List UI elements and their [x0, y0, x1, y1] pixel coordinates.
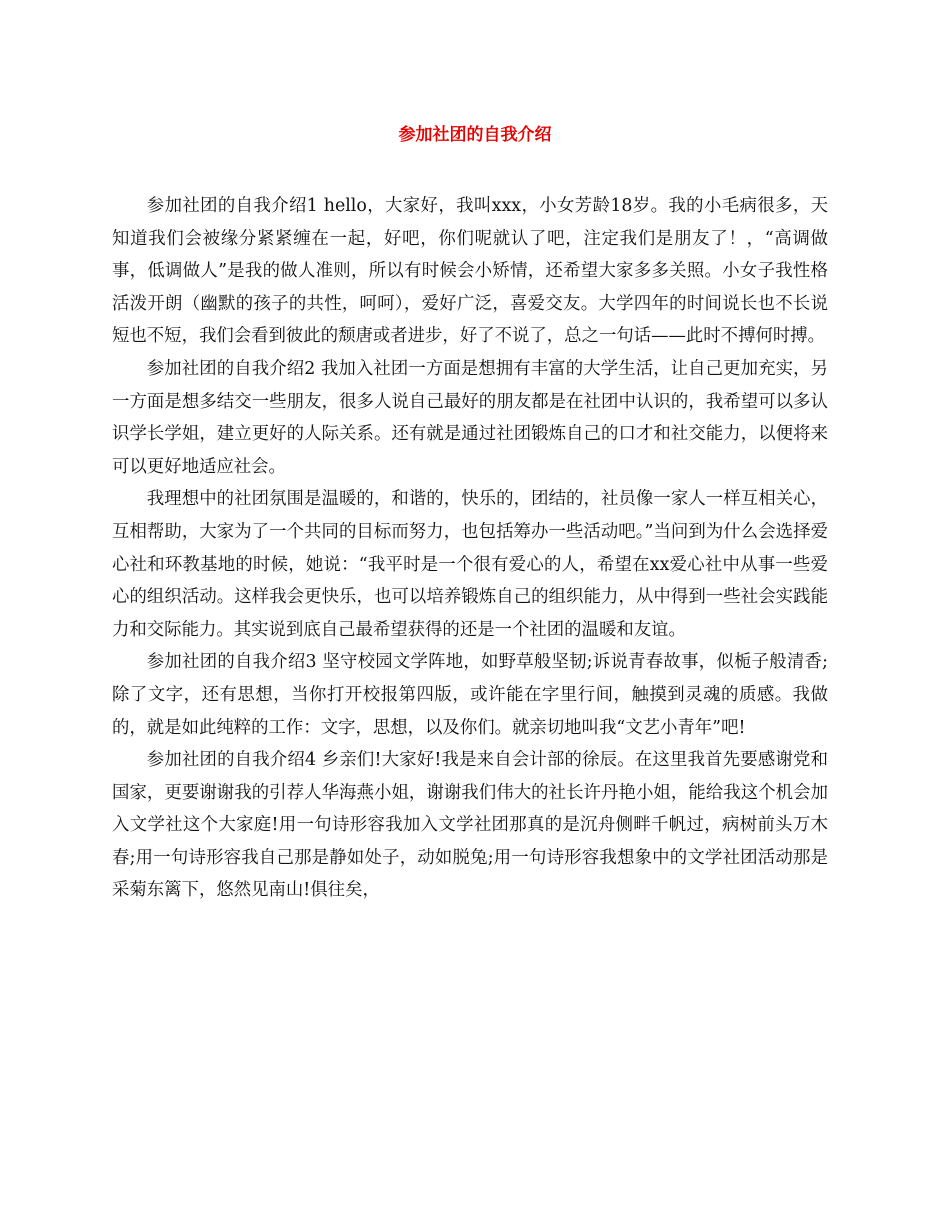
paragraph-2: 参加社团的自我介绍2 我加入社团一方面是想拥有丰富的大学生活，让自己更加充实，另一方面是想多结交一些朋友，很多人说自己最好的朋友都是在社团中认识的，我希望可以多认识学长学姐，建立更好的人际关系。还有就是通过社团锻炼自己的口才和社交能力，以便将来可以更好地适应社会。 [112, 358, 828, 477]
document-title: 参加社团的自我介绍 [398, 125, 552, 145]
paragraph-1: 参加社团的自我介绍1 hello，大家好，我叫xxx，小女芳龄18岁。我的小毛病很多，天知道我们会被缘分紧紧缠在一起，好吧，你们呢就认了吧，注定我们是朋友了！，“高调做事，低调做人”是我的做人准则，所以有时候会小矫情，还希望大家多多关照。小女子我性格活泼开朗（幽默的孩子的共性，呵呵），爱好广泛，喜爱交友。大学四年的时间说长也不长说短也不短，我们会看到彼此的颓唐或者进步，好了不说了，总之一句话——此时不搏何时搏。 [112, 196, 828, 347]
paragraph-3: 我理想中的社团氛围是温暖的，和谐的，快乐的，团结的，社员像一家人一样互相关心，互相帮助，大家为了一个共同的目标而努力，也包括筹办一些活动吧。”当问到为什么会选择爱心社和环教基地的时候，她说：“我平时是一个很有爱心的人，希望在xx爱心社中从事一些爱心的组织活动。这样我会更快乐，也可以培养锻炼自己的组织能力，从中得到一些社会实践能力和交际能力。其实说到底自己最希望获得的还是一个社团的温暖和友谊。 [112, 489, 828, 640]
document-body [112, 190, 828, 907]
paragraph-4: 参加社团的自我介绍3 坚守校园文学阵地，如野草般坚韧;诉说青春故事，似栀子般清香;除了文字，还有思想，当你打开校报第四版，或许能在字里行间，触摸到灵魂的质感。我做的，就是如此纯粹的工作：文字，思想，以及你们。就亲切地叫我“文艺小青年”吧! [112, 652, 828, 738]
paragraph-5: 参加社团的自我介绍4 乡亲们!大家好!我是来自会计部的徐辰。在这里我首先要感谢党和国家，更要谢谢我的引荐人华海燕小姐，谢谢我们伟大的社长许丹艳小姐，能给我这个机会加入文学社这个大家庭!用一句诗形容我加入文学社团那真的是沉舟侧畔千帆过，病树前头万木春;用一句诗形容我自己那是静如处子，动如脱兔;用一句诗形容我想象中的文学社团活动那是采菊东篱下，悠然见南山!俱往矣， [112, 750, 828, 901]
